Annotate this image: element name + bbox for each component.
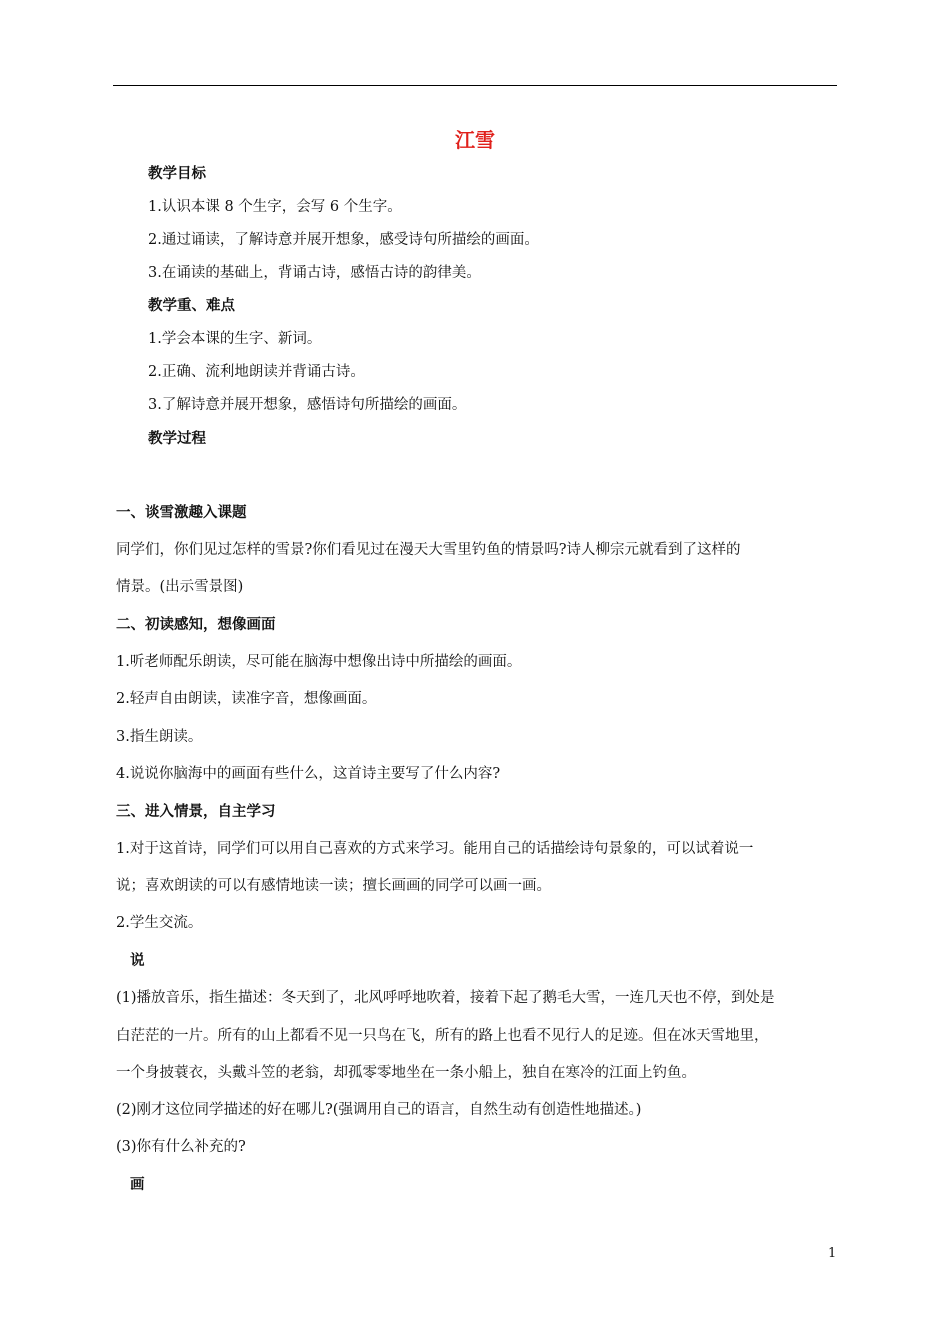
section-heading: 三、进入情景，自主学习: [116, 804, 276, 820]
list-item: 2.学生交流。: [116, 915, 203, 931]
objectives-heading: 教学目标: [148, 166, 206, 182]
key-point-item: 3.了解诗意并展开想象，感悟诗句所描绘的画面。: [148, 397, 467, 413]
paragraph-line: 说；喜欢朗读的可以有感情地读一读；擅长画画的同学可以画一画。: [116, 878, 551, 894]
key-point-item: 1.学会本课的生字、新词。: [148, 331, 322, 347]
key-points-heading: 教学重、难点: [148, 298, 235, 314]
subheading-speak: 说: [130, 953, 145, 969]
header-rule: [113, 85, 837, 86]
objective-item: 1.认识本课 8 个生字，会写 6 个生字。: [148, 199, 402, 215]
process-heading: 教学过程: [148, 431, 206, 447]
objective-item: 3.在诵读的基础上，背诵古诗，感悟古诗的韵律美。: [148, 265, 481, 281]
document-title: 江雪: [455, 128, 495, 152]
list-item: 4.说说你脑海中的画面有些什么，这首诗主要写了什么内容?: [116, 766, 501, 782]
paragraph-line: (3)你有什么补充的?: [116, 1139, 246, 1155]
paragraph-line: 一个身披蓑衣，头戴斗笠的老翁，却孤零零地坐在一条小船上，独自在寒冷的江面上钓鱼。: [116, 1065, 696, 1081]
list-item: 3.指生朗读。: [116, 729, 203, 745]
subheading-draw: 画: [130, 1177, 145, 1193]
list-item: 2.轻声自由朗读，读准字音，想像画面。: [116, 691, 377, 707]
paragraph-line: (2)刚才这位同学描述的好在哪儿?(强调用自己的语言，自然生动有创造性地描述。): [116, 1102, 642, 1118]
paragraph-line: (1)播放音乐，指生描述：冬天到了，北风呼呼地吹着，接着下起了鹅毛大雪，一连几天也不停，到处是: [116, 990, 775, 1006]
section-heading: 二、初读感知，想像画面: [116, 617, 276, 633]
paragraph-line: 同学们，你们见过怎样的雪景?你们看见过在漫天大雪里钓鱼的情景吗?诗人柳宗元就看到了这样的: [116, 542, 741, 558]
key-point-item: 2.正确、流利地朗读并背诵古诗。: [148, 364, 365, 380]
list-item: 1.听老师配乐朗读，尽可能在脑海中想像出诗中所描绘的画面。: [116, 654, 522, 670]
paragraph-line: 1.对于这首诗，同学们可以用自己喜欢的方式来学习。能用自己的话描绘诗句景象的，可以试着说一: [116, 841, 754, 857]
paragraph-line: 情景。(出示雪景图): [116, 579, 244, 595]
section-heading: 一、谈雪激趣入课题: [116, 505, 247, 521]
paragraph-line: 白茫茫的一片。所有的山上都看不见一只鸟在飞，所有的路上也看不见行人的足迹。但在冰天雪地里，: [116, 1028, 769, 1044]
objective-item: 2.通过诵读，了解诗意并展开想象，感受诗句所描绘的画面。: [148, 232, 539, 248]
page-number: 1: [828, 1246, 837, 1261]
